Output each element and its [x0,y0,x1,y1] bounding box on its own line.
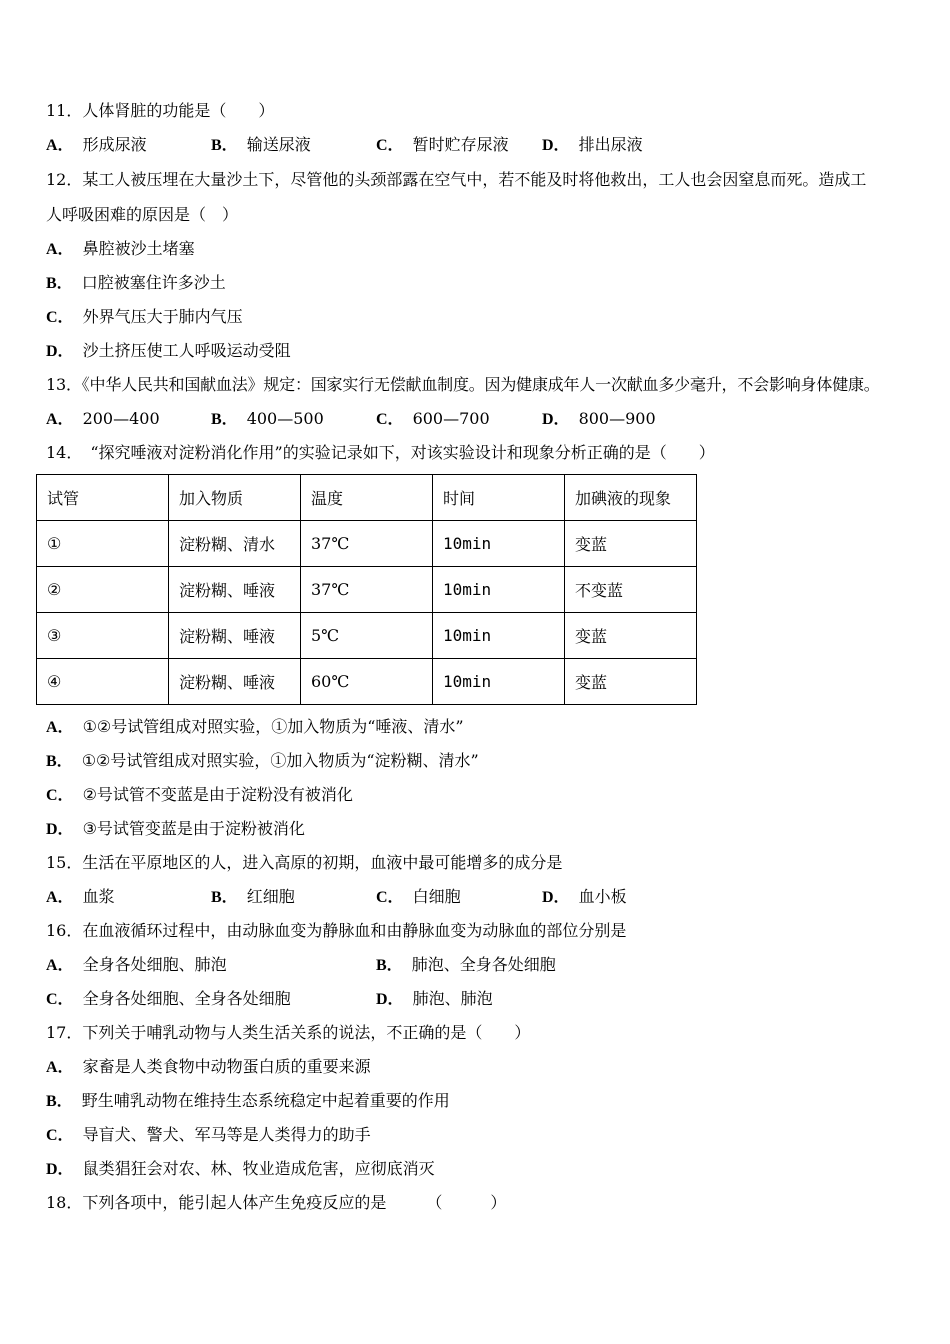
table-cell: 淀粉糊、清水 [169,521,301,567]
table-header-cell: 加碘液的现象 [565,475,697,521]
question-17-option-d: D． 鼠类猖狂会对农、林、牧业造成危害，应彻底消灭 [46,1159,435,1178]
table-cell: 10min [433,613,565,659]
question-16-options-row2 [46,988,906,1010]
table-cell: 60℃ [301,659,433,705]
question-14-stem: 14． “探究唾液对淀粉消化作用”的实验记录如下，对该实验设计和现象分析正确的是（ ） [46,443,715,462]
table-header-cell: 温度 [301,475,433,521]
table-cell: ② [37,567,169,613]
table-cell: 变蓝 [565,659,697,705]
question-12-option-b: B． 口腔被塞住许多沙土 [46,273,226,292]
table-cell: 10min [433,567,565,613]
table-cell: 淀粉糊、唾液 [169,659,301,705]
option-d: D． 800—900 [542,409,656,428]
option-d: D． 肺泡、肺泡 [376,989,493,1008]
table-cell: ① [37,521,169,567]
question-12-option-d: D． 沙土挤压使工人呼吸运动受阻 [46,341,291,360]
question-11-options [46,134,906,156]
table-cell: 淀粉糊、唾液 [169,613,301,659]
option-d: D． 血小板 [542,887,627,906]
option-a: A． 全身各处细胞、肺泡 [46,955,227,974]
question-16-stem: 16．在血液循环过程中，由动脉血变为静脉血和由静脉血变为动脉血的部位分别是 [46,921,627,940]
option-c: C． 暂时贮存尿液 [376,135,509,154]
option-c: C． 600—700 [376,409,490,428]
table-cell: 变蓝 [565,521,697,567]
table-cell: 变蓝 [565,613,697,659]
question-13-stem: 13．《中华人民共和国献血法》规定：国家实行无偿献血制度。因为健康成年人一次献血多少毫升，不会影响身体健康。 [46,375,880,394]
table-header-cell: 试管 [37,475,169,521]
question-18-stem: 18．下列各项中，能引起人体产生免疫反应的是 （ ） [46,1193,507,1212]
option-c: C． 全身各处细胞、全身各处细胞 [46,989,291,1008]
option-b: B． 400—500 [211,409,324,428]
table-row [37,521,697,567]
question-14-option-a: A． ①②号试管组成对照实验，①加入物质为“唾液、清水” [46,717,464,736]
option-c: C． 白细胞 [376,887,461,906]
table-cell: 37℃ [301,567,433,613]
table-row [37,567,697,613]
question-15-options [46,886,906,908]
table-row [37,659,697,705]
question-17-option-c: C． 导盲犬、警犬、军马等是人类得力的助手 [46,1125,371,1144]
question-17-option-a: A． 家畜是人类食物中动物蛋白质的重要来源 [46,1057,371,1076]
table-header-cell: 时间 [433,475,565,521]
question-14-option-b: B． ①②号试管组成对照实验，①加入物质为“淀粉糊、清水” [46,751,479,770]
question-12-option-a: A． 鼻腔被沙土堵塞 [46,239,195,258]
option-d: D． 排出尿液 [542,135,643,154]
question-12-stem: 12．某工人被压埋在大量沙土下，尽管他的头颈部露在空气中，若不能及时将他救出，工人也会因窒息而死。造成工 [46,170,867,189]
question-16-options-row1 [46,954,906,976]
option-a: A． 200—400 [46,409,160,428]
table-header-cell: 加入物质 [169,475,301,521]
experiment-table [36,474,697,705]
table-cell: ③ [37,613,169,659]
table-cell: 淀粉糊、唾液 [169,567,301,613]
table-cell: 5℃ [301,613,433,659]
question-14-option-d: D． ③号试管变蓝是由于淀粉被消化 [46,819,305,838]
question-17-stem: 17．下列关于哺乳动物与人类生活关系的说法，不正确的是（ ） [46,1023,531,1042]
table-cell: ④ [37,659,169,705]
table-cell: 不变蓝 [565,567,697,613]
option-a: A． 形成尿液 [46,135,147,154]
option-b: B． 红细胞 [211,887,295,906]
question-14-option-c: C． ②号试管不变蓝是由于淀粉没有被消化 [46,785,353,804]
question-12-stem-cont: 人呼吸困难的原因是（ ） [46,205,239,224]
question-17-option-b: B． 野生哺乳动物在维持生态系统稳定中起着重要的作用 [46,1091,450,1110]
option-b: B． 输送尿液 [211,135,311,154]
table-row [37,613,697,659]
table-header-row [37,475,697,521]
table-cell: 10min [433,659,565,705]
question-15-stem: 15．生活在平原地区的人，进入高原的初期，血液中最可能增多的成分是 [46,853,563,872]
option-a: A． 血浆 [46,887,115,906]
question-12-option-c: C． 外界气压大于肺内气压 [46,307,243,326]
table-cell: 37℃ [301,521,433,567]
question-11-stem: 11．人体肾脏的功能是（ ） [46,101,275,120]
table-cell: 10min [433,521,565,567]
question-13-options [46,408,906,430]
option-b: B． 肺泡、全身各处细胞 [376,955,556,974]
